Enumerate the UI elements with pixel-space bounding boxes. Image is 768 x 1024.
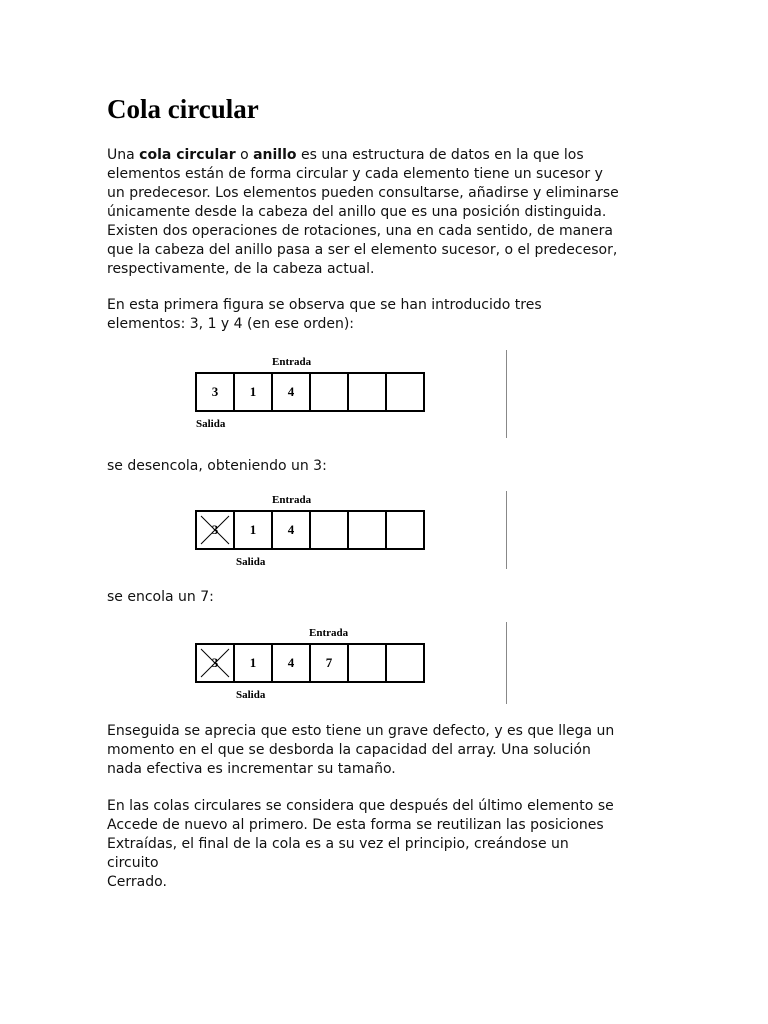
entrada-label: Entrada: [309, 627, 349, 639]
queue-cell: [349, 372, 387, 412]
intro-line: que la cabeza del anillo pasa a ser el elemento sucesor, o el predecesor,: [107, 242, 618, 258]
caption-dequeue: se desencola, obteniendo un 3:: [107, 458, 327, 474]
intro-paragraph: [107, 146, 619, 279]
caption-enqueue: se encola un 7:: [107, 589, 214, 605]
divider-line: [506, 491, 507, 569]
queue-cell: 1: [235, 372, 273, 412]
intro-line-1: Una cola circular o anillo es una estructura de datos en la que los: [107, 147, 584, 163]
intro-line: elementos están de forma circular y cada elemento tiene un sucesor y: [107, 166, 603, 182]
page-title: Cola circular: [107, 94, 259, 124]
salida-label: Salida: [236, 689, 266, 701]
circular-paragraph: En las colas circulares se considera que después del último elemento se Accede de nuevo al primero. De esta forma se reutilizan las posiciones Extraídas, el final de la cola es a su vez el principio, creándose un circuito Cerrado.: [107, 798, 614, 890]
figure-intro-paragraph: En esta primera figura se observa que se han introducido tres elementos: 3, 1 y 4 (en ese orden):: [107, 297, 542, 332]
intro-line: un predecesor. Los elementos pueden consultarse, añadirse y eliminarse: [107, 185, 619, 201]
term-cola-circular: cola circular: [139, 147, 236, 163]
defect-paragraph: Enseguida se aprecia que esto tiene un grave defecto, y es que llega un momento en el que se desborda la capacidad del array. Una solución nada efectiva es incrementar su tamaño.: [107, 723, 615, 777]
entrada-label: Entrada: [272, 494, 312, 506]
intro-line: únicamente desde la cabeza del anillo que es una posición distinguida.: [107, 204, 607, 220]
queue-cell: [311, 372, 349, 412]
divider-line: [506, 622, 507, 704]
queue-cell: 4: [273, 372, 311, 412]
queue-cell: [311, 510, 349, 550]
salida-label: Salida: [236, 556, 266, 568]
queue-cell: 1: [235, 510, 273, 550]
queue-array: [195, 372, 425, 412]
queue-cell: [387, 643, 425, 683]
queue-array: [195, 643, 425, 683]
queue-cell: [349, 643, 387, 683]
divider-line: [506, 350, 507, 438]
queue-cell-removed: 3: [197, 643, 235, 683]
term-anillo: anillo: [253, 147, 297, 163]
queue-cell: [349, 510, 387, 550]
queue-cell-removed: 3: [197, 510, 235, 550]
intro-line: Existen dos operaciones de rotaciones, una en cada sentido, de manera: [107, 223, 613, 239]
queue-cell: 1: [235, 643, 273, 683]
entrada-label: Entrada: [272, 356, 312, 368]
queue-cell: 4: [273, 643, 311, 683]
queue-cell: [387, 372, 425, 412]
queue-cell: [387, 510, 425, 550]
queue-cell: 4: [273, 510, 311, 550]
intro-line: respectivamente, de la cabeza actual.: [107, 261, 375, 277]
queue-array: [195, 510, 425, 550]
salida-label: Salida: [196, 418, 226, 430]
queue-cell: 3: [197, 372, 235, 412]
queue-cell: 7: [311, 643, 349, 683]
